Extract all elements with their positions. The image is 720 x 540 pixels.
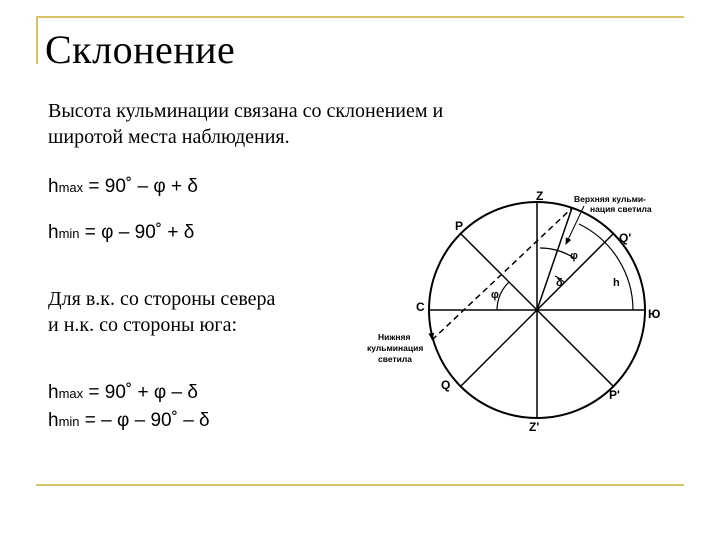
- lower-culmination-caption-line-3: светила: [378, 354, 412, 364]
- note-line-1: Для в.к. со стороны севера: [48, 288, 276, 310]
- intro-line-1: Высота кульминации связана со склонением и: [48, 100, 444, 122]
- formula-expression: = φ – 90˚ + δ: [79, 222, 195, 243]
- upper-culmination-caption-line-1: Верхняя кульми-: [574, 194, 646, 204]
- lower-culmination-caption-line-1: Нижняя: [378, 332, 411, 342]
- label-Z: Z: [536, 189, 544, 203]
- label-phi-left: φ: [491, 289, 499, 301]
- slide-title: Склонение: [45, 27, 236, 72]
- label-phi-upper: φ: [570, 250, 578, 262]
- formula-subscript: max: [58, 180, 84, 195]
- lower-culmination-caption-line-2: кульминация: [367, 343, 424, 353]
- label-Q: Q: [441, 378, 451, 392]
- label-Yu: Ю: [648, 307, 661, 321]
- upper-culmination-line: [537, 208, 572, 310]
- formula-symbol: h: [48, 382, 59, 403]
- formula-expression: = 90˚ + φ – δ: [83, 382, 198, 403]
- intro-line-2: широтой места наблюдения.: [48, 126, 290, 148]
- note-line-2: и н.к. со стороны юга:: [48, 314, 238, 336]
- formula-subscript: min: [58, 414, 80, 429]
- formula-expression: = – φ – 90˚ – δ: [79, 410, 210, 431]
- formula-subscript: max: [58, 386, 84, 401]
- label-Q-prime: Q': [619, 231, 632, 245]
- formula-subscript: min: [58, 226, 80, 241]
- label-delta: δ: [556, 277, 563, 289]
- upper-culmination-caption-line-2: нация светила: [590, 204, 652, 214]
- label-Z-prime: Z': [529, 420, 540, 434]
- formula-symbol: h: [48, 410, 59, 431]
- label-C: C: [416, 300, 425, 314]
- formula-symbol: h: [48, 176, 59, 197]
- label-P: P: [455, 219, 464, 233]
- formula-expression: = 90˚ – φ + δ: [83, 176, 198, 197]
- label-P-prime: P': [609, 388, 620, 402]
- formula-symbol: h: [48, 222, 59, 243]
- label-h: h: [613, 277, 620, 289]
